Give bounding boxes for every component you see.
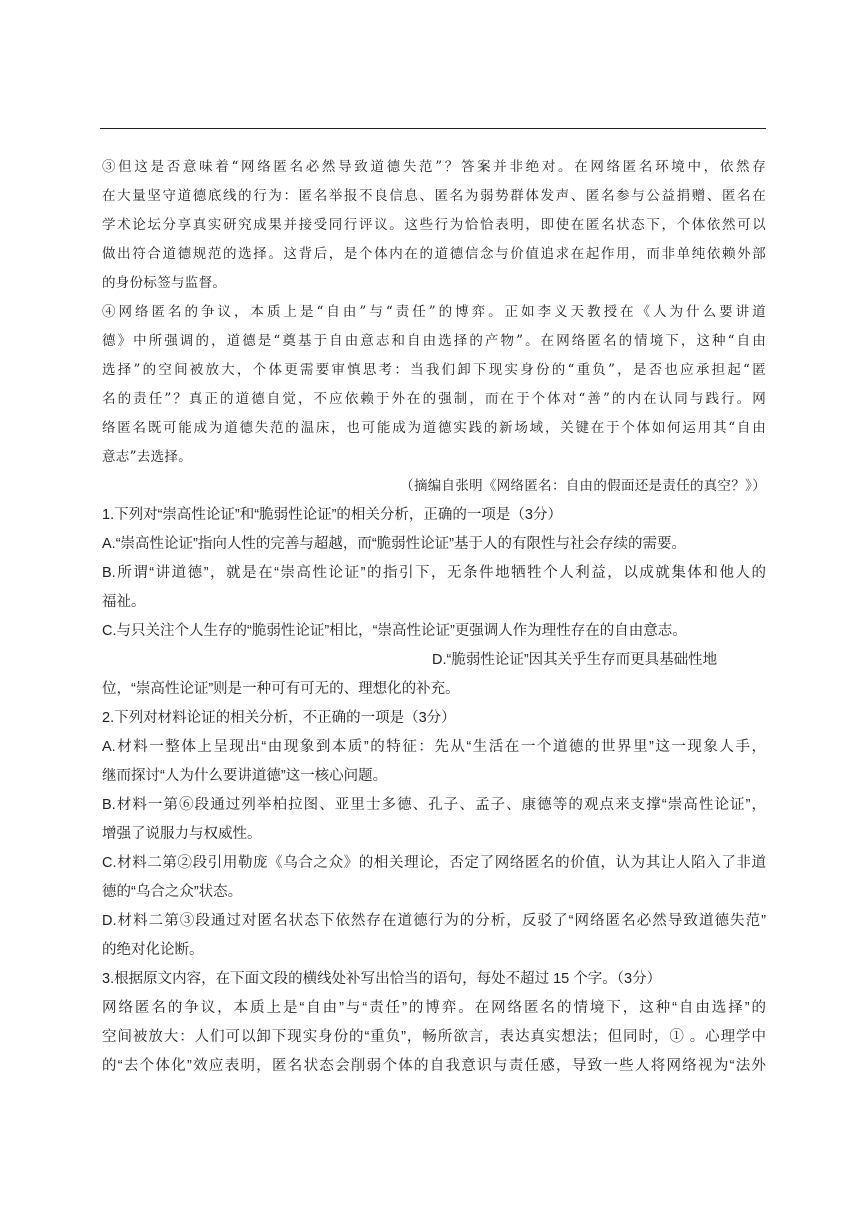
q2-option-a-line-2: 继而探讨“人为什么要讲道德”这一核心问题。 [102,768,388,784]
q2-option-a-line-1: A.材料一整体上呈现出“由现象到本质”的特征：先从“生活在一个道德的世界里”这一现象人手， [102,739,766,755]
q2-option-c-line-1: C.材料二第②段引用勒庞《乌合之众》的相关理论，否定了网络匿名的价值，认为其让人陷入了非道 [102,855,766,871]
q3-stem: 3.根据原文内容，在下面文段的横线处补写出恰当的语句，每处不超过 15 个字。（3分） [102,971,662,987]
para4-line-3: 选择”的空间被放大，个体更需要审慎思考：当我们卸下现实身份的“重负”，是否也应承担起“匿 [102,362,766,378]
q2-option-c-line-2: 德的“乌合之众”状态。 [102,884,243,900]
para4-line-2: 德》中所强调的，道德是“奠基于自由意志和自由选择的产物”。在网络匿名的情境下，这种“自由 [102,333,766,349]
q3-text-line-3: 的“去个体化”效应表明，匿名状态会削弱个体的自我意识与责任感，导致一些人将网络视为“法外 [102,1058,766,1074]
para3-line-5: 的身份标签与监督。 [102,275,227,291]
para3-line-3: 学术论坛分享真实研究成果并接受同行评议。这些行为恰恰表明，即使在匿名状态下，个体依然可以 [102,217,766,233]
q1-option-b-line-1: B.所谓“讲道德”，就是在“崇高性论证”的指引下，无条件地牺牲个人利益，以成就集体和他人的 [102,565,766,581]
para4-line-5: 络匿名既可能成为道德失范的温床，也可能成为道德实践的新场域，关键在于个体如何运用其“自由 [102,420,766,436]
para4-line-1: ④网络匿名的争议，本质上是“自由”与“责任”的博弈。正如李义天教授在《人为什么要讲道 [102,304,766,320]
q2-stem: 2.下列对材料论证的相关分析，不正确的一项是（3分） [102,710,456,726]
q2-option-d-line-1: D.材料二第③段通过对匿名状态下依然存在道德行为的分析，反驳了“网络匿名必然导致道德失范” [102,913,766,929]
para3-line-2: 在大量坚守道德底线的行为：匿名举报不良信息、匿名为弱势群体发声、匿名参与公益捐赠、匿名在 [102,188,766,204]
q3-text-line-2: 空间被放大：人们可以卸下现实身份的“重负”，畅所欲言，表达真实想法；但同时，① 。心理学中 [102,1029,766,1045]
q1-option-c: C.与只关注个人生存的“脆弱性论证”相比，“崇高性论证”更强调人作为理性存在的自由意志。 [102,623,687,639]
q1-option-d-line-1: D.“脆弱性论证”因其关乎生存而更具基础性地 [432,652,718,668]
q2-option-b-line-2: 增强了说服力与权威性。 [102,826,262,842]
q1-stem: 1.下列对“崇高性论证”和“脆弱性论证”的相关分析，正确的一项是（3分） [102,507,562,523]
para3-line-1: ③但这是否意味着“网络匿名必然导致道德失范”？答案并非绝对。在网络匿名环境中，依然存 [102,159,766,175]
para3-line-4: 做出符合道德规范的选择。这背后，是个体内在的道德信念与价值追求在起作用，而非单纯依赖外部 [102,246,766,262]
para4-line-6: 意志”去选择。 [102,449,193,465]
q2-option-b-line-1: B.材料一第⑥段通过列举柏拉图、亚里士多德、孔子、孟子、康德等的观点来支撑“崇高性论证”， [102,797,766,813]
source-citation: （摘编自张明《网络匿名：自由的假面还是责任的真空？》） [400,478,766,494]
q1-option-d-line-2: 位，“崇高性论证”则是一种可有可无的、理想化的补充。 [102,681,460,697]
para4-line-4: 名的责任”？真正的道德自觉，不应依赖于外在的强制，而在于个体对“善”的内在认同与践行。网 [102,391,766,407]
q1-option-a: A.“崇高性论证”指向人性的完善与超越，而“脆弱性论证”基于人的有限性与社会存续的需要。 [102,536,687,552]
q1-option-b-line-2: 福祉。 [102,594,146,610]
header-rule [100,128,766,129]
q2-option-d-line-2: 的绝对化论断。 [102,942,204,958]
q3-text-line-1: 网络匿名的争议，本质上是“自由”与“责任”的博弈。在网络匿名的情境下，这种“自由选择”的 [102,1000,766,1016]
